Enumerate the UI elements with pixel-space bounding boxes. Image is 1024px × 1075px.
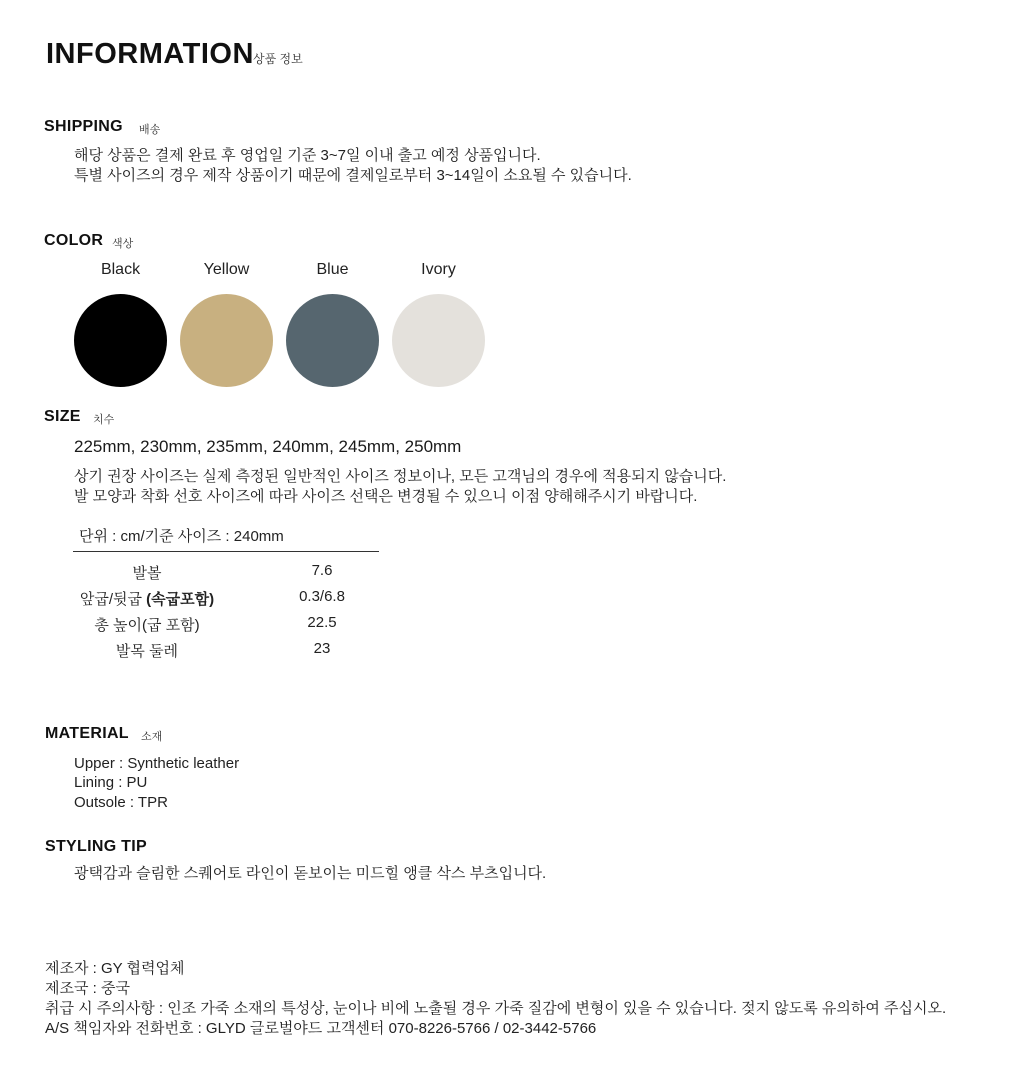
- color-subtitle: 색상: [112, 238, 134, 250]
- page-title: INFORMATION: [46, 38, 254, 70]
- size-row-label: 총 높이(굽 포함): [94, 617, 200, 634]
- footer-as-contact: A/S 책임자와 전화번호 : GLYD 글로벌야드 고객센터 070-8226-5766 / 02-3442-5766: [45, 1020, 597, 1037]
- swatch-yellow: [180, 294, 273, 387]
- color-title: COLOR: [44, 232, 104, 249]
- styling-title: STYLING TIP: [45, 838, 147, 855]
- size-table-rule: [73, 551, 379, 552]
- size-row-value: 7.6: [311, 562, 333, 579]
- shipping-subtitle: 배송: [139, 124, 161, 136]
- swatch-label-blue: Blue: [316, 261, 349, 278]
- material-title: MATERIAL: [45, 725, 129, 742]
- shipping-title: SHIPPING: [44, 118, 123, 135]
- styling-text: 광택감과 슬림한 스퀘어토 라인이 돋보이는 미드힐 앵클 삭스 부츠입니다.: [74, 865, 547, 882]
- size-unit-caption: 단위 : cm/기준 사이즈 : 240mm: [79, 528, 284, 545]
- size-title: SIZE: [44, 408, 81, 425]
- swatch-label-yellow: Yellow: [203, 261, 250, 278]
- footer-origin: 제조국 : 중국: [45, 980, 130, 997]
- size-note-2: 발 모양과 착화 선호 사이즈에 따라 사이즈 선택은 변경될 수 있으니 이점 양해해주시기 바랍니다.: [74, 488, 698, 505]
- shipping-line-2: 특별 사이즈의 경우 제작 상품이기 때문에 결제일로부터 3~14일이 소요될 수 있습니다.: [74, 167, 632, 184]
- swatch-ivory: [392, 294, 485, 387]
- swatch-label-black: Black: [100, 261, 141, 278]
- size-row-label: [62, 588, 232, 609]
- size-subtitle: 치수: [93, 414, 115, 426]
- size-row-label-emphasis: (속굽포함): [146, 591, 215, 608]
- shipping-line-1: 해당 상품은 결제 완료 후 영업일 기준 3~7일 이내 출고 예정 상품입니다.: [74, 147, 541, 164]
- page-subtitle: 상품 정보: [253, 52, 303, 66]
- size-row-label: 발볼: [132, 565, 162, 582]
- material-upper: Upper : Synthetic leather: [74, 755, 240, 772]
- footer-manufacturer: 제조자 : GY 협력업체: [45, 960, 185, 977]
- footer-care: 취급 시 주의사항 : 인조 가죽 소재의 특성상, 눈이나 비에 노출될 경우 가죽 질감에 변형이 있을 수 있습니다. 젖지 않도록 유의하여 주십시오.: [45, 1000, 947, 1017]
- material-outsole: Outsole : TPR: [74, 794, 168, 811]
- swatch-black: [74, 294, 167, 387]
- size-row-value: 23: [313, 640, 331, 657]
- available-sizes: 225mm, 230mm, 235mm, 240mm, 245mm, 250mm: [74, 437, 462, 456]
- size-row-label: 발목 둘레: [115, 643, 179, 660]
- size-row-value: 0.3/6.8: [299, 588, 345, 605]
- swatch-label-ivory: Ivory: [421, 261, 456, 278]
- swatch-blue: [286, 294, 379, 387]
- size-row-label-text: 앞굽/뒷굽: [79, 591, 147, 608]
- material-lining: Lining : PU: [74, 774, 148, 791]
- size-note-1: 상기 권장 사이즈는 실제 측정된 일반적인 사이즈 정보이나, 모든 고객님의 경우에 적용되지 않습니다.: [74, 468, 727, 485]
- size-row-value: 22.5: [307, 614, 337, 631]
- material-subtitle: 소재: [141, 731, 163, 743]
